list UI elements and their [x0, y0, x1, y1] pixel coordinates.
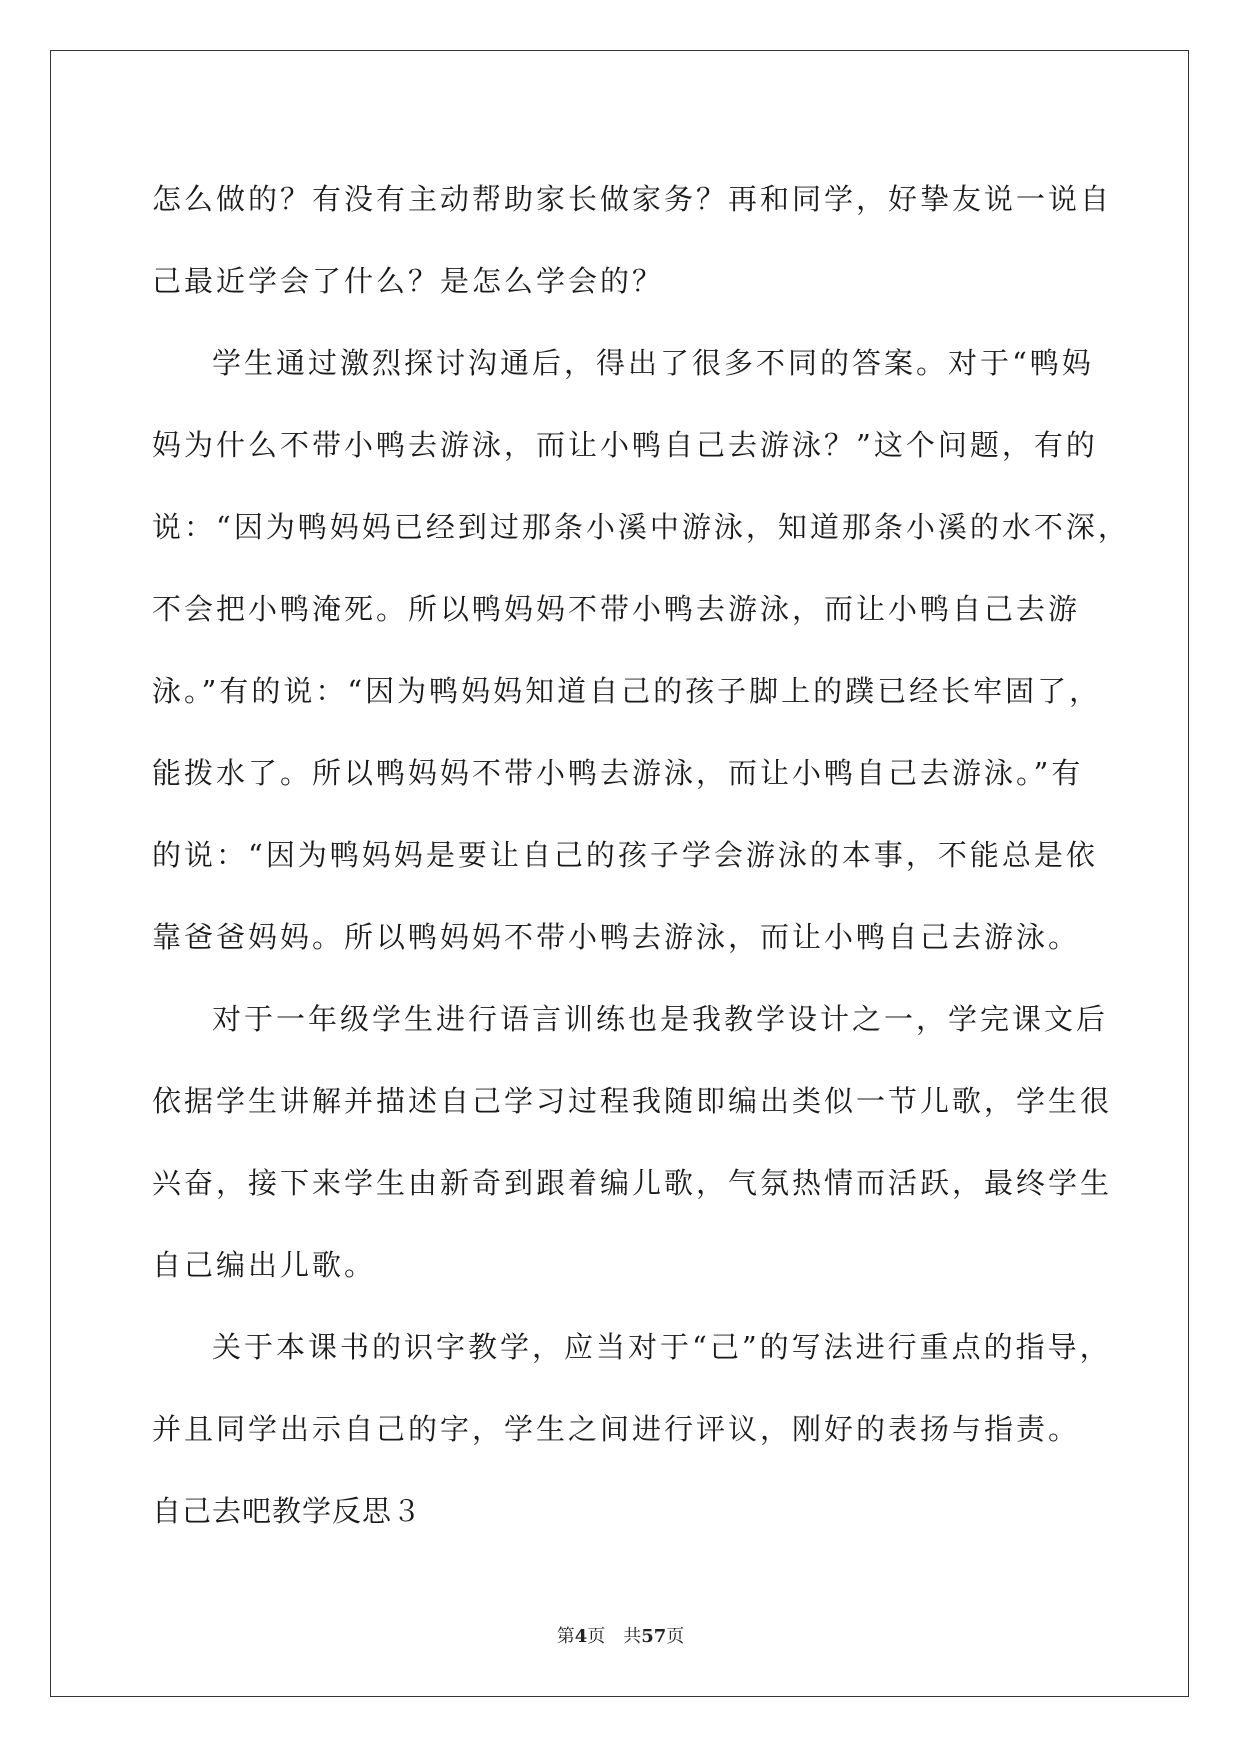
page-number: 4 — [574, 1626, 588, 1647]
text-line: 怎么做的？有没有主动帮助家长做家务？再和同学，好挚友说一说自 — [152, 182, 1113, 216]
total-pages: 57 — [641, 1626, 667, 1647]
page-prefix: 第 — [556, 1626, 575, 1647]
page-suffix: 页 — [587, 1626, 606, 1647]
text-line: 说：“因为鸭妈妈已经到过那条小溪中游泳，知道那条小溪的水不深， — [152, 510, 1130, 544]
paragraph — [152, 158, 1113, 322]
text-line: 的说：“因为鸭妈妈是要让自己的孩子学会游泳的本事，不能总是依 — [152, 838, 1098, 872]
text-line: 学生通过激烈探讨沟通后，得出了很多不同的答案。对于“鸭妈 — [212, 346, 1094, 380]
text-line: 对于一年级学生进行语言训练也是我教学设计之一，学完课文后 — [212, 1002, 1109, 1036]
text-line: 能拨水了。所以鸭妈妈不带小鸭去游泳，而让小鸭自己去游泳。”有 — [152, 756, 1084, 790]
paragraph — [152, 978, 1113, 1306]
paragraph — [152, 322, 1130, 978]
text-line: 妈为什么不带小鸭去游泳，而让小鸭自己去游泳？”这个问题，有的 — [152, 428, 1098, 462]
section-heading: 自己去吧教学反思３ — [152, 1494, 423, 1528]
text-line: 不会把小鸭淹死。所以鸭妈妈不带小鸭去游泳，而让小鸭自己去游 — [152, 592, 1081, 626]
text-line: 己最近学会了什么？是怎么学会的？ — [152, 264, 665, 298]
text-line: 泳。”有的说：“因为鸭妈妈知道自己的孩子脚上的蹼已经长牢固了， — [152, 674, 1102, 708]
paragraph — [152, 1306, 1112, 1470]
text-line: 依据学生讲解并描述自己学习过程我随即编出类似一节儿歌，学生很 — [152, 1084, 1113, 1118]
document-body — [152, 158, 1130, 1552]
text-line: 兴奋，接下来学生由新奇到跟着编儿歌，气氛热情而活跃，最终学生 — [152, 1166, 1113, 1200]
text-line: 关于本课书的识字教学，应当对于“己”的写法进行重点的指导， — [212, 1330, 1112, 1364]
text-line: 并且同学出示自己的字，学生之间进行评议，刚好的表扬与指责。 — [152, 1412, 1081, 1446]
total-suffix: 页 — [666, 1626, 685, 1647]
text-line: 靠爸爸妈妈。所以鸭妈妈不带小鸭去游泳，而让小鸭自己去游泳。 — [152, 920, 1081, 954]
text-line: 自己编出儿歌。 — [152, 1248, 377, 1282]
page-footer — [0, 1622, 1241, 1648]
total-prefix: 共 — [623, 1626, 642, 1647]
